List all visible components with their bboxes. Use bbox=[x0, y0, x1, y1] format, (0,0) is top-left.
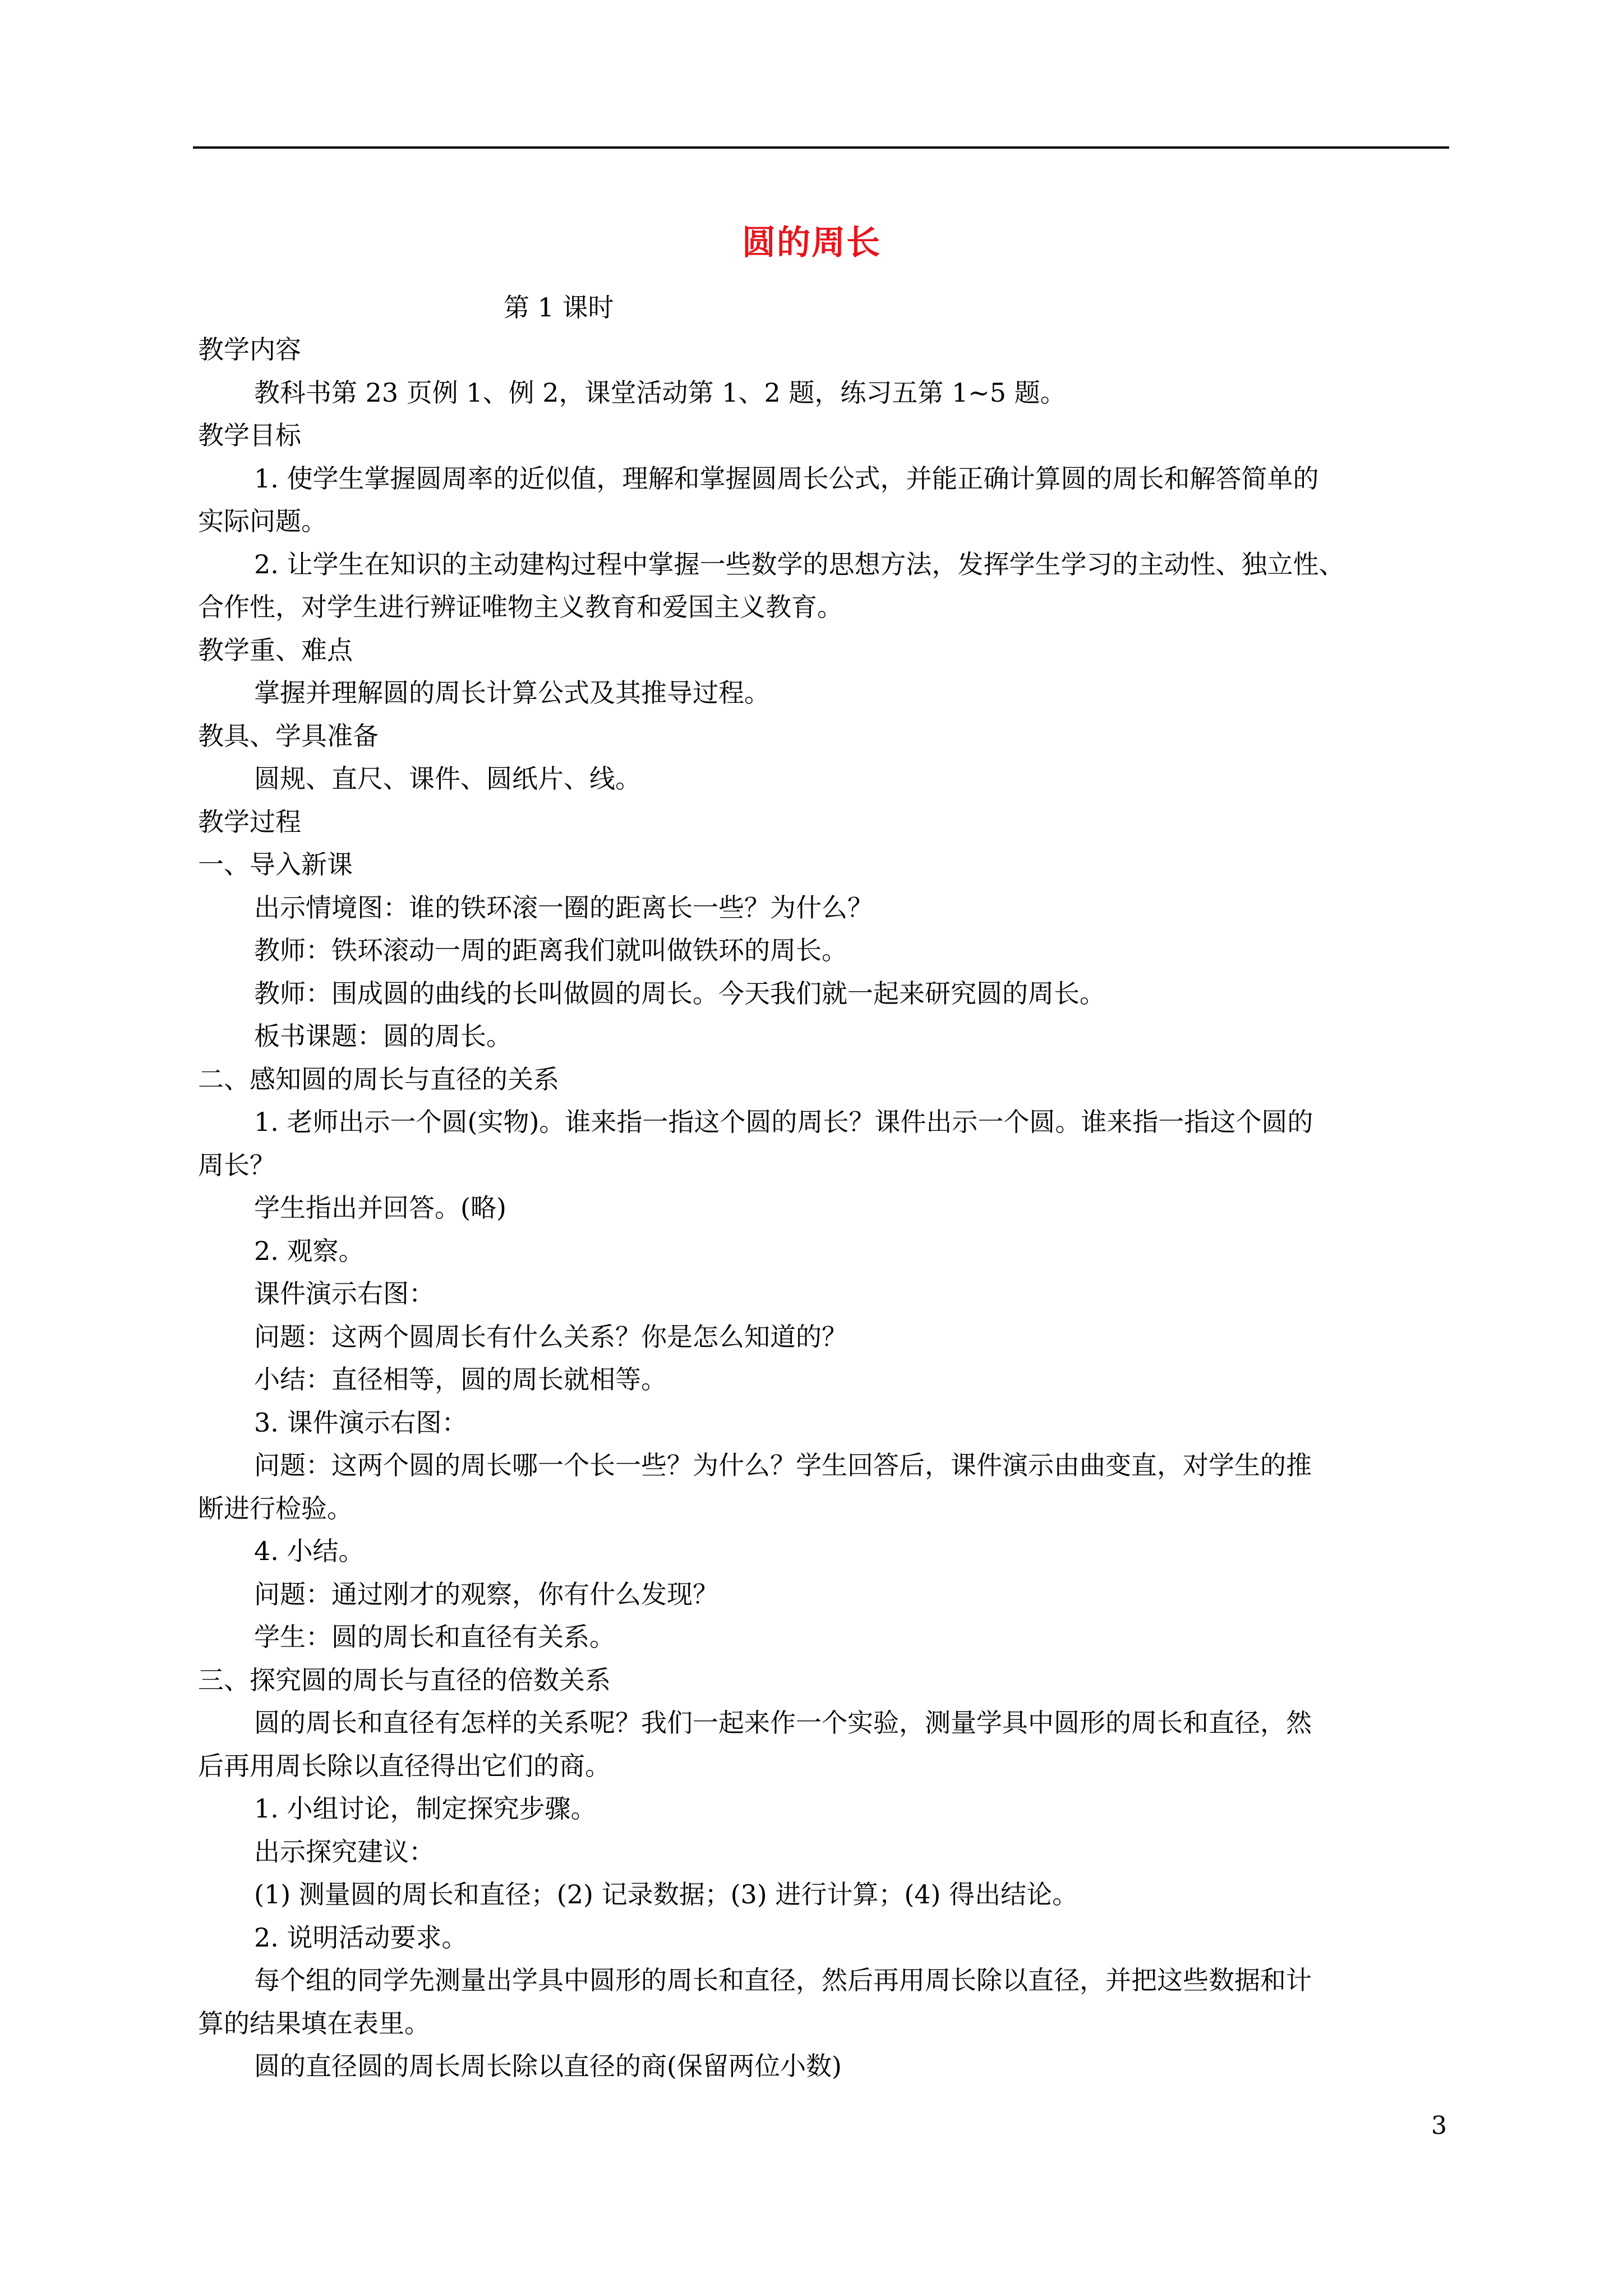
header-rule bbox=[193, 146, 1449, 149]
text-line: 3. 课件演示右图： bbox=[254, 1407, 468, 1438]
text-line: 小结：直径相等，圆的周长就相等。 bbox=[254, 1364, 667, 1395]
text-line: 教学目标 bbox=[198, 420, 301, 450]
page-number: 3 bbox=[1431, 2111, 1447, 2140]
text-line: 周长？ bbox=[198, 1149, 275, 1180]
text-line: 教具、学具准备 bbox=[198, 720, 379, 751]
text-line: 圆规、直尺、课件、圆纸片、线。 bbox=[254, 763, 641, 794]
text-line: 圆的直径圆的周长周长除以直径的商(保留两位小数) bbox=[254, 2051, 842, 2081]
text-line: 课件演示右图： bbox=[254, 1278, 435, 1309]
text-line: 教学过程 bbox=[198, 806, 301, 837]
text-line: 1. 小组讨论，制定探究步骤。 bbox=[254, 1793, 597, 1824]
text-line: 教师：铁环滚动一周的距离我们就叫做铁环的周长。 bbox=[254, 935, 847, 965]
text-line: 2. 让学生在知识的主动建构过程中掌握一些数学的思想方法，发挥学生学习的主动性、独立性、 bbox=[254, 549, 1345, 579]
text-line: 1. 老师出示一个圆(实物)。谁来指一指这个圆的周长？课件出示一个圆。谁来指一指这个圆的 bbox=[254, 1107, 1313, 1137]
lesson-subtitle: 第 1 课时 bbox=[504, 292, 614, 323]
text-line: (1) 测量圆的周长和直径；(2) 记录数据；(3) 进行计算；(4) 得出结论。 bbox=[254, 1879, 1078, 1910]
text-line: 出示情境图：谁的铁环滚一圈的距离长一些？为什么？ bbox=[254, 892, 873, 923]
text-line: 每个组的同学先测量出学具中圆形的周长和直径，然后再用周长除以直径，并把这些数据和计 bbox=[254, 1965, 1312, 1995]
text-line: 断进行检验。 bbox=[198, 1493, 353, 1524]
text-line: 三、探究圆的周长与直径的倍数关系 bbox=[198, 1664, 611, 1695]
text-line: 算的结果填在表里。 bbox=[198, 2008, 430, 2039]
text-line: 掌握并理解圆的周长计算公式及其推导过程。 bbox=[254, 678, 770, 708]
document-title: 圆的周长 bbox=[742, 223, 881, 263]
text-line: 2. 观察。 bbox=[254, 1235, 365, 1266]
text-line: 一、导入新课 bbox=[198, 849, 353, 880]
text-line: 圆的周长和直径有怎样的关系呢？我们一起来作一个实验，测量学具中圆形的周长和直径，然 bbox=[254, 1708, 1312, 1738]
text-line: 问题：这两个圆的周长哪一个长一些？为什么？学生回答后，课件演示由曲变直，对学生的推 bbox=[254, 1450, 1312, 1480]
text-line: 学生指出并回答。(略) bbox=[254, 1193, 506, 1223]
document-body bbox=[198, 328, 1450, 2088]
text-line: 教科书第 23 页例 1、例 2，课堂活动第 1、2 题，练习五第 1~5 题。 bbox=[254, 377, 1066, 408]
text-line: 教师：围成圆的曲线的长叫做圆的周长。今天我们就一起来研究圆的周长。 bbox=[254, 978, 1105, 1009]
text-line: 2. 说明活动要求。 bbox=[254, 1922, 468, 1953]
text-line: 问题：通过刚才的观察，你有什么发现？ bbox=[254, 1579, 718, 1609]
text-line: 4. 小结。 bbox=[254, 1536, 365, 1566]
text-line: 问题：这两个圆周长有什么关系？你是怎么知道的？ bbox=[254, 1321, 847, 1352]
text-line: 教学内容 bbox=[198, 334, 301, 365]
text-line: 学生：圆的周长和直径有关系。 bbox=[254, 1622, 615, 1652]
text-line: 二、感知圆的周长与直径的关系 bbox=[198, 1064, 559, 1094]
text-line: 出示探究建议： bbox=[254, 1836, 435, 1867]
text-line: 实际问题。 bbox=[198, 506, 327, 536]
text-line: 板书课题：圆的周长。 bbox=[254, 1021, 512, 1051]
text-line: 教学重、难点 bbox=[198, 634, 353, 665]
text-line: 后再用周长除以直径得出它们的商。 bbox=[198, 1750, 611, 1781]
text-line: 合作性，对学生进行辨证唯物主义教育和爱国主义教育。 bbox=[198, 592, 843, 622]
text-line: 1. 使学生掌握圆周率的近似值，理解和掌握圆周长公式，并能正确计算圆的周长和解答简单的 bbox=[254, 463, 1319, 494]
